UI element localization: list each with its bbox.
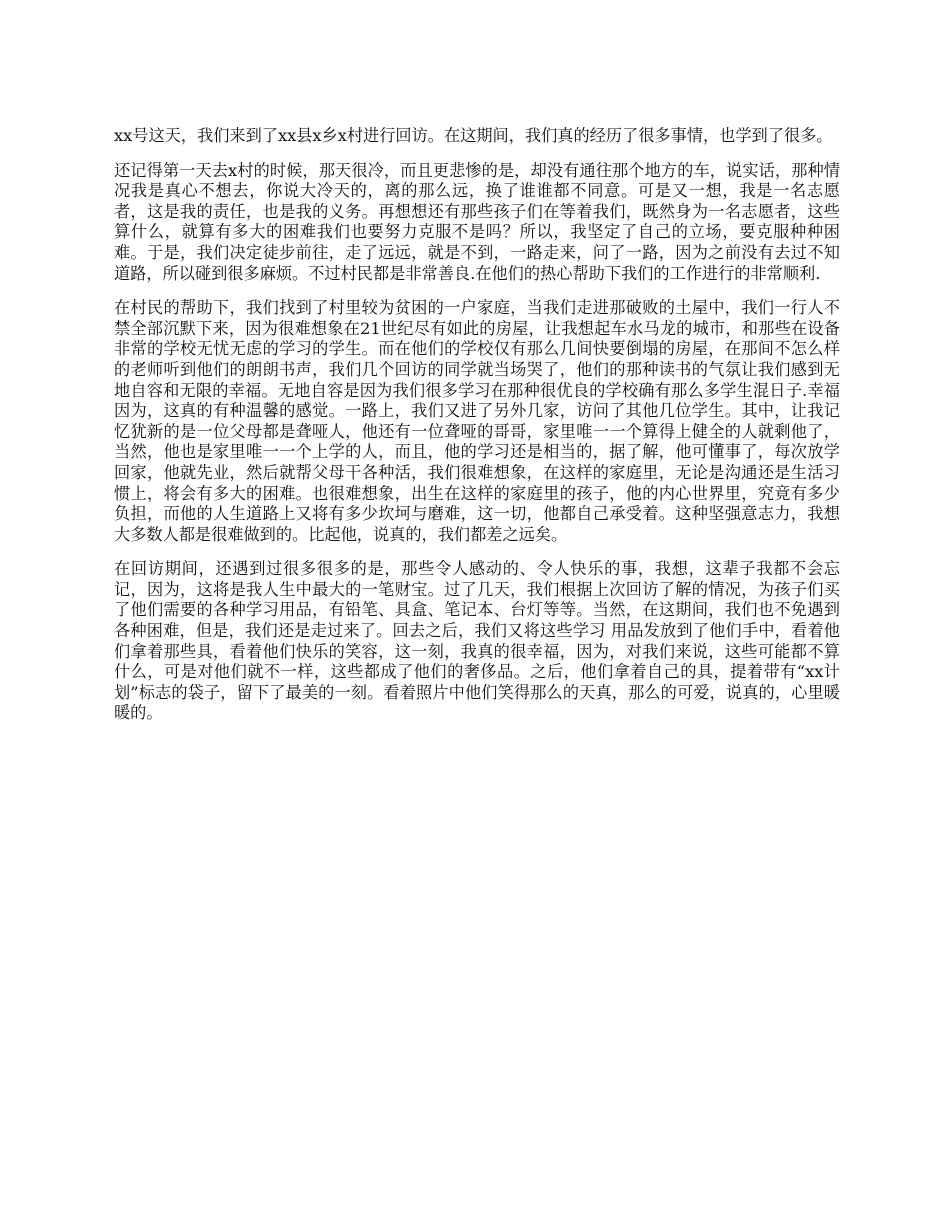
paragraph-3: 在村民的帮助下，我们找到了村里较为贫困的一户家庭，当我们走进那破败的土屋中，我们一行人不禁全部沉默下来，因为很难想象在21世纪尽有如此的房屋，让我想起车水马龙的城市，和那些在设备非常的学校无忧无虑的学习的学生。而在他们的学校仅有那么几间快要倒塌的房屋，在那间不怎么样的老师听到他们的朗朗书声，我们几个回访的同学就当场哭了，他们的那种读书的气氛让我们感到无地自容和无限的幸福。无地自容是因为我们很多学习在那种很优良的学校确有那么多学生混日子.幸福因为，这真的有种温馨的感觉。一路上，我们又进了另外几家，访问了其他几位学生。其中，让我记忆犹新的是一位父母都是聋哑人，他还有一位聋哑的哥哥，家里唯一一个算得上健全的人就剩他了，当然，他也是家里唯一一个上学的人，而且，他的学习还是相当的，据了解，他可懂事了，每次放学回家，他就先业，然后就帮父母干各种活，我们很难想象，在这样的家庭里，无论是沟通还是生活习惯上，将会有多大的困难。也很难想象，出生在这样的家庭里的孩子，他的内心世界里，究竟有多少负担，而他的人生道路上又将有多少坎坷与磨难，这一切，他都自己承受着。这种坚强意志力，我想大多数人都是很难做到的。比起他，说真的，我们都差之远矣。 bbox=[114, 298, 840, 544]
paragraph-1: xx号这天，我们来到了xx县x乡x村进行回访。在这期间，我们真的经历了很多事情，也学到了很多。 bbox=[114, 126, 833, 145]
document-body bbox=[114, 126, 840, 738]
paragraph-4: 在回访期间，还遇到过很多很多的是，那些令人感动的、令人快乐的事，我想，这辈子我都不会忘记，因为，这将是我人生中最大的一笔财宝。过了几天，我们根据上次回访了解的情况，为孩子们买了他们需要的各种学习用品，有铅笔、具盒、笔记本、台灯等等。当然，在这期间，我们也不免遇到各种困难，但是，我们还是走过来了。回去之后，我们又将这些学习 用品发放到了他们手中，看着他们拿着那些具，看着他们快乐的笑容，这一刻，我真的很幸福，因为，对我们来说，这些可能都不算什么，可是对他们就不一样，这些都成了他们的奢侈品。之后，他们拿着自己的具，提着带有“xx计划”标志的袋子，留下了最美的一刻。看着照片中他们笑得那么的天真，那么的可爱，说真的，心里暖暖的。 bbox=[114, 559, 840, 723]
paragraph-2: 还记得第一天去x村的时候，那天很冷，而且更悲惨的是，却没有通往那个地方的车，说实话，那种情况我是真心不想去，你说大冷天的，离的那么远，换了谁谁都不同意。可是又一想，我是一名志愿者，这是我的责任，也是我的义务。再想想还有那些孩子们在等着我们，既然身为一名志愿者，这些算什么，就算有多大的困难我们也要努力克服不是吗？所以，我坚定了自己的立场，要克服种种困难。于是，我们决定徒步前往，走了远远，就是不到，一路走来，问了一路，因为之前没有去过不知道路，所以碰到很多麻烦。不过村民都是非常善良.在他们的热心帮助下我们的工作进行的非常顺利. bbox=[114, 160, 840, 283]
